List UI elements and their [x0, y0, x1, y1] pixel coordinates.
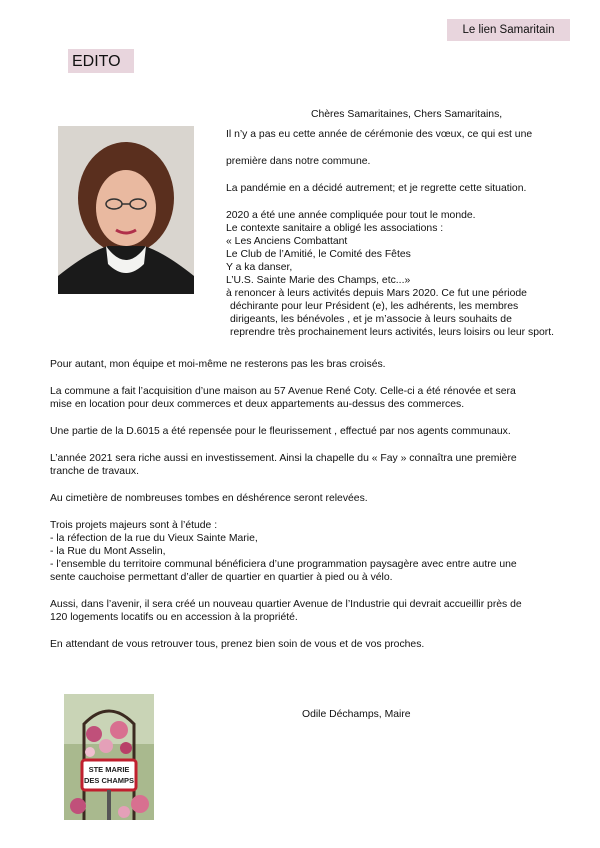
text-line: Au cimetière de nombreuses tombes en déshérence seront relevées. [50, 493, 368, 504]
text-line: première dans notre commune. [226, 156, 371, 167]
text-line: La pandémie en a décidé autrement; et je regrette cette situation. [226, 183, 527, 194]
portrait-illustration [58, 126, 194, 294]
text-line: 2020 a été une année compliquée pour tout le monde. [226, 210, 476, 221]
text-line: - la réfection de la rue du Vieux Sainte Marie, [50, 533, 258, 544]
section-title: EDITO [68, 49, 134, 73]
town-sign-photo [64, 694, 154, 820]
text-line: - l’ensemble du territoire communal bénéficiera d’une programmation paysagère avec entre autre une [50, 559, 517, 570]
text-line: Le contexte sanitaire a obligé les associations : [226, 223, 444, 234]
text-line: « Les Anciens Combattant [226, 236, 348, 247]
intro-text [226, 128, 588, 339]
text-line: L’année 2021 sera riche aussi en investissement. Ainsi la chapelle du « Fay » connaîtra une première [50, 453, 517, 464]
text-line: à renoncer à leurs activités depuis Mars 2020. Ce fut une période [226, 288, 527, 299]
text-line: La commune a fait l’acquisition d’une maison au 57 Avenue René Coty. Celle-ci a été rénovée et sera [50, 386, 516, 397]
text-line: 120 logements locatifs ou en accession à la propriété. [50, 612, 298, 623]
text-line: - la Rue du Mont Asselin, [50, 546, 166, 557]
text-line: Il n’y a pas eu cette année de cérémonie des vœux, ce qui est une [226, 129, 533, 140]
text-line: tranche de travaux. [50, 466, 139, 477]
text-line: En attendant de vous retrouver tous, prenez bien soin de vous et de vos proches. [50, 639, 425, 650]
text-line: déchirante pour leur Président (e), les adhérents, les membres [230, 301, 519, 312]
svg-text:DES CHAMPS: DES CHAMPS [83, 776, 135, 785]
text-line: Trois projets majeurs sont à l’étude : [50, 520, 218, 531]
mayor-portrait [58, 126, 194, 294]
text-line: mise en location pour deux commerces et deux appartements au-dessus des commerces. [50, 399, 465, 410]
text-line: Le Club de l’Amitié, le Comité des Fêtes [226, 249, 411, 260]
newsletter-badge: Le lien Samaritain [447, 19, 570, 41]
salutation: Chères Samaritaines, Chers Samaritains, [311, 109, 503, 120]
text-line: L’U.S. Sainte Marie des Champs, etc...» [226, 275, 411, 286]
text-line: Y a ka danser, [226, 262, 293, 273]
text-line: sente cauchoise permettant d’aller de quartier en quartier à pied ou à vélo. [50, 572, 393, 583]
svg-text:STE MARIE: STE MARIE [88, 765, 130, 774]
body-text [50, 358, 590, 651]
text-line: reprendre très prochainement leurs activités, leurs loisirs ou leur sport. [230, 327, 554, 338]
text-line: Pour autant, mon équipe et moi-même ne resterons pas les bras croisés. [50, 359, 386, 370]
text-line: Aussi, dans l’avenir, il sera créé un nouveau quartier Avenue de l’Industrie qui devrait accueillir près de [50, 599, 522, 610]
signature: Odile Déchamps, Maire [302, 709, 411, 720]
text-line: Une partie de la D.6015 a été repensée pour le fleurissement , effectué par nos agents communaux. [50, 426, 511, 437]
town-sign-illustration [64, 694, 154, 820]
text-line: dirigeants, les bénévoles , et je m’associe à leurs souhaits de [230, 314, 512, 325]
